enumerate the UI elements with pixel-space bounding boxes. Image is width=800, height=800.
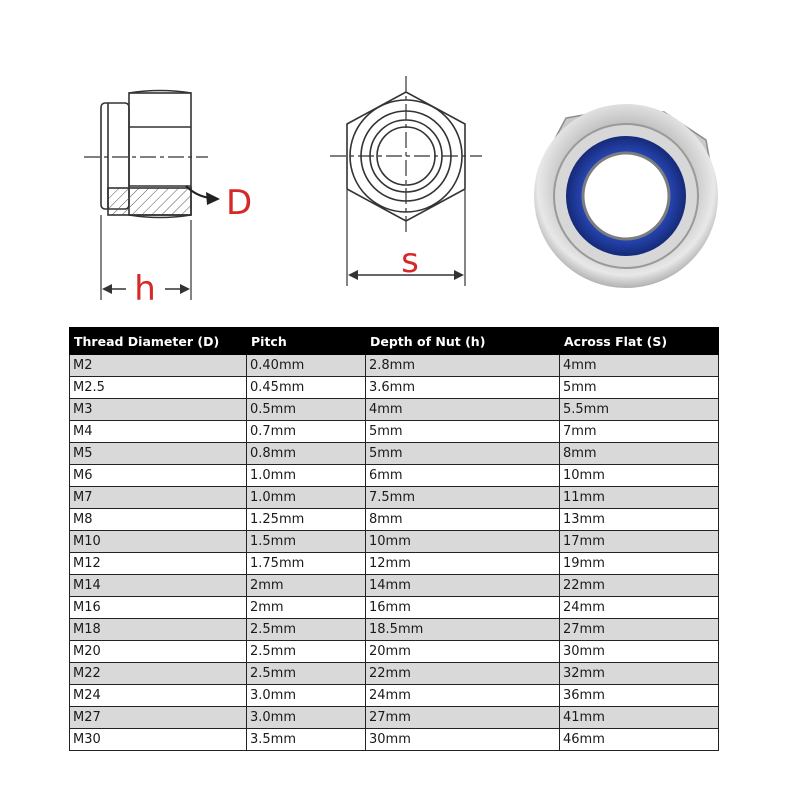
cell-depth: 5mm	[366, 421, 560, 443]
cell-across-flat: 19mm	[560, 553, 719, 575]
cell-thread-diameter: M12	[70, 553, 247, 575]
cell-thread-diameter: M2	[70, 355, 247, 377]
cell-pitch: 2.5mm	[247, 641, 366, 663]
table-row	[70, 575, 719, 597]
header-depth: Depth of Nut (h)	[366, 328, 560, 355]
arrow-d-head	[206, 192, 220, 205]
cell-depth: 27mm	[366, 707, 560, 729]
cell-across-flat: 10mm	[560, 465, 719, 487]
table-row	[70, 377, 719, 399]
cell-pitch: 0.5mm	[247, 399, 366, 421]
cell-pitch: 1.75mm	[247, 553, 366, 575]
table-row	[70, 729, 719, 751]
cell-thread-diameter: M24	[70, 685, 247, 707]
cell-across-flat: 27mm	[560, 619, 719, 641]
table-row	[70, 685, 719, 707]
cell-thread-diameter: M5	[70, 443, 247, 465]
cell-across-flat: 46mm	[560, 729, 719, 751]
cell-pitch: 2mm	[247, 575, 366, 597]
nut-diagram	[0, 0, 800, 320]
cell-depth: 7.5mm	[366, 487, 560, 509]
cell-across-flat: 22mm	[560, 575, 719, 597]
cell-across-flat: 24mm	[560, 597, 719, 619]
cell-pitch: 2.5mm	[247, 619, 366, 641]
label-h: h	[134, 269, 156, 309]
header-across-flat: Across Flat (S)	[560, 328, 719, 355]
cell-across-flat: 32mm	[560, 663, 719, 685]
cell-depth: 8mm	[366, 509, 560, 531]
table-row	[70, 443, 719, 465]
cell-across-flat: 5mm	[560, 377, 719, 399]
label-s: s	[401, 241, 419, 281]
table-row	[70, 641, 719, 663]
cell-thread-diameter: M3	[70, 399, 247, 421]
cell-across-flat: 41mm	[560, 707, 719, 729]
table-row	[70, 619, 719, 641]
cell-thread-diameter: M2.5	[70, 377, 247, 399]
cell-pitch: 1.0mm	[247, 487, 366, 509]
cell-pitch: 1.5mm	[247, 531, 366, 553]
cell-across-flat: 11mm	[560, 487, 719, 509]
cell-thread-diameter: M18	[70, 619, 247, 641]
cell-across-flat: 8mm	[560, 443, 719, 465]
cell-depth: 14mm	[366, 575, 560, 597]
table-row	[70, 487, 719, 509]
cell-thread-diameter: M22	[70, 663, 247, 685]
table-row	[70, 355, 719, 377]
cell-depth: 6mm	[366, 465, 560, 487]
cell-thread-diameter: M6	[70, 465, 247, 487]
cell-depth: 18.5mm	[366, 619, 560, 641]
nut-photo	[534, 104, 718, 288]
cell-depth: 30mm	[366, 729, 560, 751]
cell-pitch: 0.45mm	[247, 377, 366, 399]
cell-pitch: 3.0mm	[247, 685, 366, 707]
cell-across-flat: 30mm	[560, 641, 719, 663]
nut-spec-table	[69, 327, 719, 751]
cell-pitch: 2mm	[247, 597, 366, 619]
cell-depth: 16mm	[366, 597, 560, 619]
cell-pitch: 1.0mm	[247, 465, 366, 487]
table-row	[70, 707, 719, 729]
label-d: D	[226, 183, 253, 223]
cell-across-flat: 4mm	[560, 355, 719, 377]
cell-pitch: 0.7mm	[247, 421, 366, 443]
cell-across-flat: 36mm	[560, 685, 719, 707]
table-row	[70, 465, 719, 487]
cell-depth: 24mm	[366, 685, 560, 707]
cell-depth: 10mm	[366, 531, 560, 553]
cell-depth: 2.8mm	[366, 355, 560, 377]
cell-thread-diameter: M30	[70, 729, 247, 751]
table-row	[70, 399, 719, 421]
table-row	[70, 597, 719, 619]
cell-depth: 4mm	[366, 399, 560, 421]
cell-across-flat: 13mm	[560, 509, 719, 531]
table-row	[70, 553, 719, 575]
cell-thread-diameter: M7	[70, 487, 247, 509]
table-row	[70, 531, 719, 553]
cell-across-flat: 5.5mm	[560, 399, 719, 421]
cell-thread-diameter: M16	[70, 597, 247, 619]
cell-thread-diameter: M20	[70, 641, 247, 663]
header-pitch: Pitch	[247, 328, 366, 355]
cell-across-flat: 17mm	[560, 531, 719, 553]
cell-depth: 22mm	[366, 663, 560, 685]
cell-pitch: 1.25mm	[247, 509, 366, 531]
cell-thread-diameter: M14	[70, 575, 247, 597]
table-row	[70, 421, 719, 443]
cell-depth: 5mm	[366, 443, 560, 465]
cell-thread-diameter: M4	[70, 421, 247, 443]
cell-depth: 3.6mm	[366, 377, 560, 399]
cell-pitch: 3.5mm	[247, 729, 366, 751]
table-row	[70, 509, 719, 531]
table-row	[70, 663, 719, 685]
cell-pitch: 0.8mm	[247, 443, 366, 465]
cell-pitch: 0.40mm	[247, 355, 366, 377]
cell-depth: 20mm	[366, 641, 560, 663]
table-body	[70, 355, 719, 751]
cell-depth: 12mm	[366, 553, 560, 575]
cell-pitch: 2.5mm	[247, 663, 366, 685]
cell-across-flat: 7mm	[560, 421, 719, 443]
cell-thread-diameter: M10	[70, 531, 247, 553]
cell-pitch: 3.0mm	[247, 707, 366, 729]
cell-thread-diameter: M27	[70, 707, 247, 729]
header-thread-diameter: Thread Diameter (D)	[70, 328, 247, 355]
cell-thread-diameter: M8	[70, 509, 247, 531]
table-header-row	[70, 328, 719, 355]
